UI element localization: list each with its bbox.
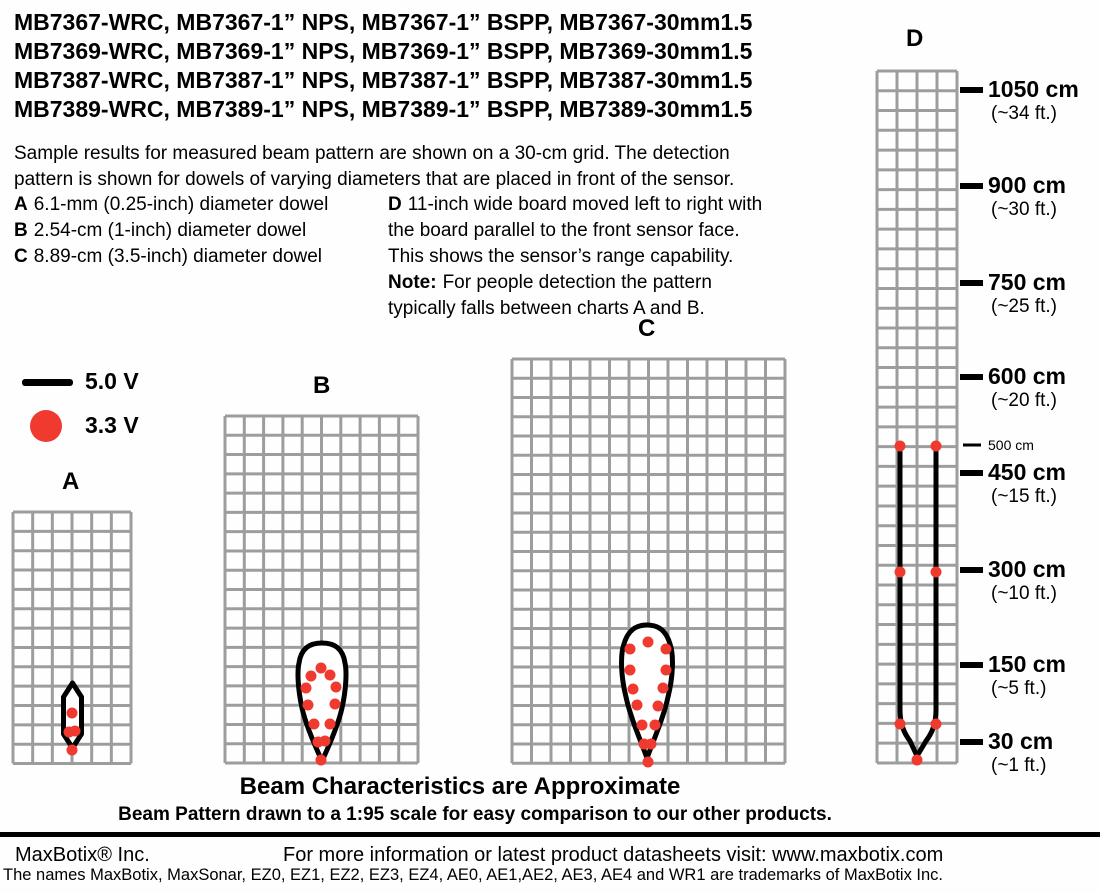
tick-ft-value: (~15 ft.) [991, 486, 1057, 507]
tick-cm-value: 500 cm [988, 437, 1034, 453]
tick-cm-value: 300 cm [988, 556, 1067, 582]
tick-ft-value: (~20 ft.) [991, 390, 1057, 411]
scale-note: Beam Pattern drawn to a 1:95 scale for easy comparison to our other products. [118, 804, 832, 825]
product-title-line: MB7387-WRC, MB7387-1” NPS, MB7387-1” BSPP, MB7387-30mm1.5 [14, 67, 753, 93]
beam-dot [628, 684, 639, 695]
footer-divider [0, 832, 1100, 837]
scale-tick-150cm [988, 651, 1066, 701]
tick-ft-value: (~34 ft.) [991, 103, 1057, 124]
beam-dot [632, 700, 643, 711]
d-line-2: the board parallel to the front sensor face. [388, 220, 740, 241]
item-letter: C [14, 246, 28, 267]
footer-info-text: For more information or latest product datasheets visit: www.maxbotix.com [283, 844, 944, 866]
scale-tick-900cm [988, 172, 1066, 222]
beam-dot [912, 755, 923, 766]
scale-tick-300cm [988, 556, 1066, 606]
beam-dot [895, 719, 906, 730]
beam-dot [303, 700, 314, 711]
legend-5v-label: 5.0 V [85, 368, 139, 394]
note-text: For people detection the pattern [442, 272, 712, 293]
tick-ft-value: (~5 ft.) [991, 678, 1047, 699]
beam-dot [330, 699, 341, 710]
chart-a-label: A [62, 468, 80, 495]
beam-dot [625, 644, 636, 655]
tick-cm-value: 1050 cm [988, 76, 1079, 102]
beam-dot [931, 567, 942, 578]
beam-dot [625, 665, 636, 676]
item-letter: B [14, 220, 28, 241]
intro-paragraph-line: pattern is shown for dowels of varying diameters that are placed in front of the sensor. [14, 169, 735, 190]
beam-dot [67, 745, 78, 756]
beam-dot [309, 719, 320, 730]
note-label: Note: [388, 272, 437, 293]
chart-d-label: D [906, 25, 924, 52]
d-text: 11-inch wide board moved left to right with [407, 194, 763, 215]
legend-3v-label: 3.3 V [85, 412, 139, 438]
approximate-title: Beam Characteristics are Approximate [239, 773, 681, 800]
tick-cm-value: 600 cm [988, 363, 1067, 389]
tick-cm-value: 750 cm [988, 269, 1067, 295]
beam-dot [931, 441, 942, 452]
beam-dot [331, 682, 342, 693]
beam-dot [67, 708, 78, 719]
tick-cm-value: 900 cm [988, 172, 1067, 198]
tick-ft-value: (~25 ft.) [991, 296, 1057, 317]
scale-tick-30cm [988, 728, 1053, 778]
item-text: 2.54-cm (1-inch) diameter dowel [33, 220, 307, 241]
item-letter: A [14, 194, 28, 215]
beam-dot [643, 637, 654, 648]
company-name: MaxBotix® Inc. [15, 844, 150, 866]
product-title-line: MB7389-WRC, MB7389-1” NPS, MB7389-1” BSPP, MB7389-30mm1.5 [14, 96, 753, 122]
beam-dot [653, 701, 664, 712]
item-text: 6.1-mm (0.25-inch) diameter dowel [33, 194, 329, 215]
beam-dot [301, 683, 312, 694]
tick-cm-value: 150 cm [988, 651, 1067, 677]
chart-c-label: C [638, 315, 656, 342]
tick-ft-value: (~1 ft.) [991, 755, 1047, 776]
tick-cm-value: 30 cm [988, 728, 1054, 754]
tick-ft-value: (~10 ft.) [991, 583, 1057, 604]
scale-tick-750cm [988, 269, 1066, 319]
beam-dot [931, 719, 942, 730]
beam-dot [316, 755, 327, 766]
beam-dot [643, 757, 654, 768]
beam-dot [325, 719, 336, 730]
item-letter: D [388, 194, 402, 215]
tick-cm-value: 450 cm [988, 459, 1067, 485]
beam-dot [661, 644, 672, 655]
beam-dot [306, 671, 317, 682]
trademark-notice: The names MaxBotix, MaxSonar, EZ0, EZ1, EZ2, EZ3, EZ4, AE0, AE1,AE2, AE3, AE4 and WR1 are trademarks of MaxBotix Inc. [3, 866, 944, 884]
scale-tick-450cm [988, 459, 1066, 509]
beam-dot [661, 665, 672, 676]
beam-dot [320, 736, 331, 747]
intro-paragraph-line: Sample results for measured beam pattern are shown on a 30-cm grid. The detection [14, 143, 730, 164]
note-line-2: typically falls between charts A and B. [388, 298, 705, 319]
beam-dot [316, 663, 327, 674]
d-line-3: This shows the sensor’s range capability. [388, 246, 734, 267]
tick-ft-value: (~30 ft.) [991, 199, 1057, 220]
beam-dot [895, 441, 906, 452]
beam-dot [650, 720, 661, 731]
product-title-line: MB7369-WRC, MB7369-1” NPS, MB7369-1” BSPP, MB7369-30mm1.5 [14, 38, 753, 64]
item-text: 8.89-cm (3.5-inch) diameter dowel [33, 246, 323, 267]
scale-tick-1050cm [988, 76, 1079, 126]
beam-dot [637, 720, 648, 731]
chart-b-label: B [313, 372, 331, 399]
scale-tick-500cm [988, 437, 1034, 453]
beam-dot [325, 670, 336, 681]
product-title-line: MB7367-WRC, MB7367-1” NPS, MB7367-1” BSPP, MB7367-30mm1.5 [14, 9, 753, 35]
beam-dot [70, 726, 81, 737]
beam-dot [658, 683, 669, 694]
scale-tick-600cm [988, 363, 1066, 413]
beam-dot [895, 567, 906, 578]
beam-dot [646, 739, 657, 750]
